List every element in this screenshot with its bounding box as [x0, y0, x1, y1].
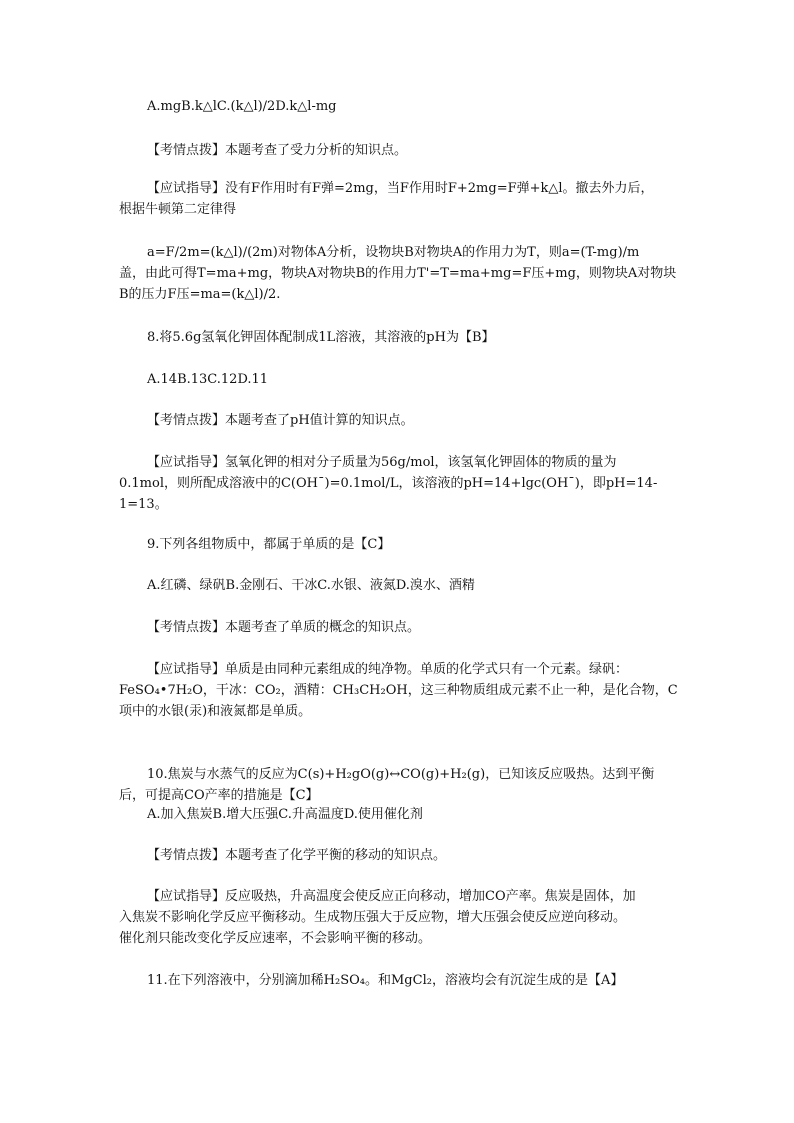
- q7-exam-note: 【考情点拨】本题考查了受力分析的知识点。: [147, 143, 408, 158]
- q8-guidance: [119, 452, 679, 515]
- paragraph-line: 催化剂只能改变化学反应速率，不会影响平衡的移动。: [119, 931, 432, 946]
- q11-question: 11.在下列溶液中，分别滴加稀H₂SO₄。和MgCl₂，溶液均会有沉淀生成的是【A】: [147, 973, 624, 988]
- paragraph-line: B的压力F压=ma=(k△l)/2.: [119, 287, 281, 302]
- paragraph-line: FeSO₄•7H₂O，干冰：CO₂，酒精：CH₃CH₂OH，这三种物质组成元素不止一种，是化合物，C: [119, 683, 678, 698]
- q7-guidance-part2: [119, 242, 679, 305]
- q8-question: 8.将5.6g氢氧化钾固体配制成1L溶液，其溶液的pH为【B】: [147, 330, 495, 345]
- q7-guidance-part1: [119, 178, 679, 220]
- q8-options: A.14B.13C.12D.11: [147, 372, 269, 387]
- paragraph-line: 根据牛顿第二定律得: [119, 202, 237, 217]
- paragraph-line: 盖，由此可得T=ma+mg，物块A对物块B的作用力T'=T=ma+mg=F压+mg，则物块A对物块: [119, 266, 677, 281]
- paragraph-line: 10.焦炭与水蒸气的反应为C(s)+H₂gO(g)↔CO(g)+H₂(g)，已知该反应吸热。达到平衡: [147, 767, 655, 782]
- q10-question: [119, 764, 679, 806]
- paragraph-line: 【应试指导】没有F作用时有F弹=2mg，当F作用时F+2mg=F弹+k△l。撤去外力后，: [147, 181, 654, 196]
- q8-exam-note: 【考情点拨】本题考查了pH值计算的知识点。: [147, 413, 414, 428]
- q7-options: A.mgB.k△lC.(k△l)/2D.k△l-mg: [147, 99, 337, 114]
- q10-guidance: [119, 886, 679, 949]
- paragraph-line: a=F/2m=(k△l)/(2m)对物体A分析，设物块B对物块A的作用力为T，则a=(T-mg)/m: [147, 245, 640, 260]
- q9-options: A.红磷、绿矾B.金刚石、干冰C.水银、液氮D.溴水、酒精: [147, 578, 475, 593]
- q10-options: A.加入焦炭B.增大压强C.升高温度D.使用催化剂: [147, 807, 423, 822]
- paragraph-line: 【应试指导】单质是由同种元素组成的纯净物。单质的化学式只有一个元素。绿矾：: [147, 662, 629, 677]
- paragraph-line: 0.1mol，则所配成溶液中的C(OH¯)=0.1mol/L，该溶液的pH=14+lgc(OH¯)，即pH=14-: [119, 476, 658, 491]
- paragraph-line: 入焦炭不影响化学反应平衡移动。生成物压强大于反应物，增大压强会使反应逆向移动。: [119, 910, 627, 925]
- paragraph-line: 后，可提高CO产率的措施是【C】: [119, 788, 319, 803]
- paragraph-line: 【应试指导】氢氧化钾的相对分子质量为56g/mol，该氢氧化钾固体的物质的量为: [147, 455, 617, 470]
- paragraph-line: 1=13。: [119, 497, 168, 512]
- q9-guidance: [119, 659, 679, 722]
- q9-exam-note: 【考情点拨】本题考查了单质的概念的知识点。: [147, 620, 421, 635]
- q9-question: 9.下列各组物质中，都属于单质的是【C】: [147, 537, 391, 552]
- paragraph-line: 【应试指导】反应吸热，升高温度会使反应正向移动，增加CO产率。焦炭是固体，加: [147, 889, 636, 904]
- paragraph-line: 项中的水银(汞)和液氮都是单质。: [119, 704, 312, 719]
- q10-exam-note: 【考情点拨】本题考查了化学平衡的移动的知识点。: [147, 848, 447, 863]
